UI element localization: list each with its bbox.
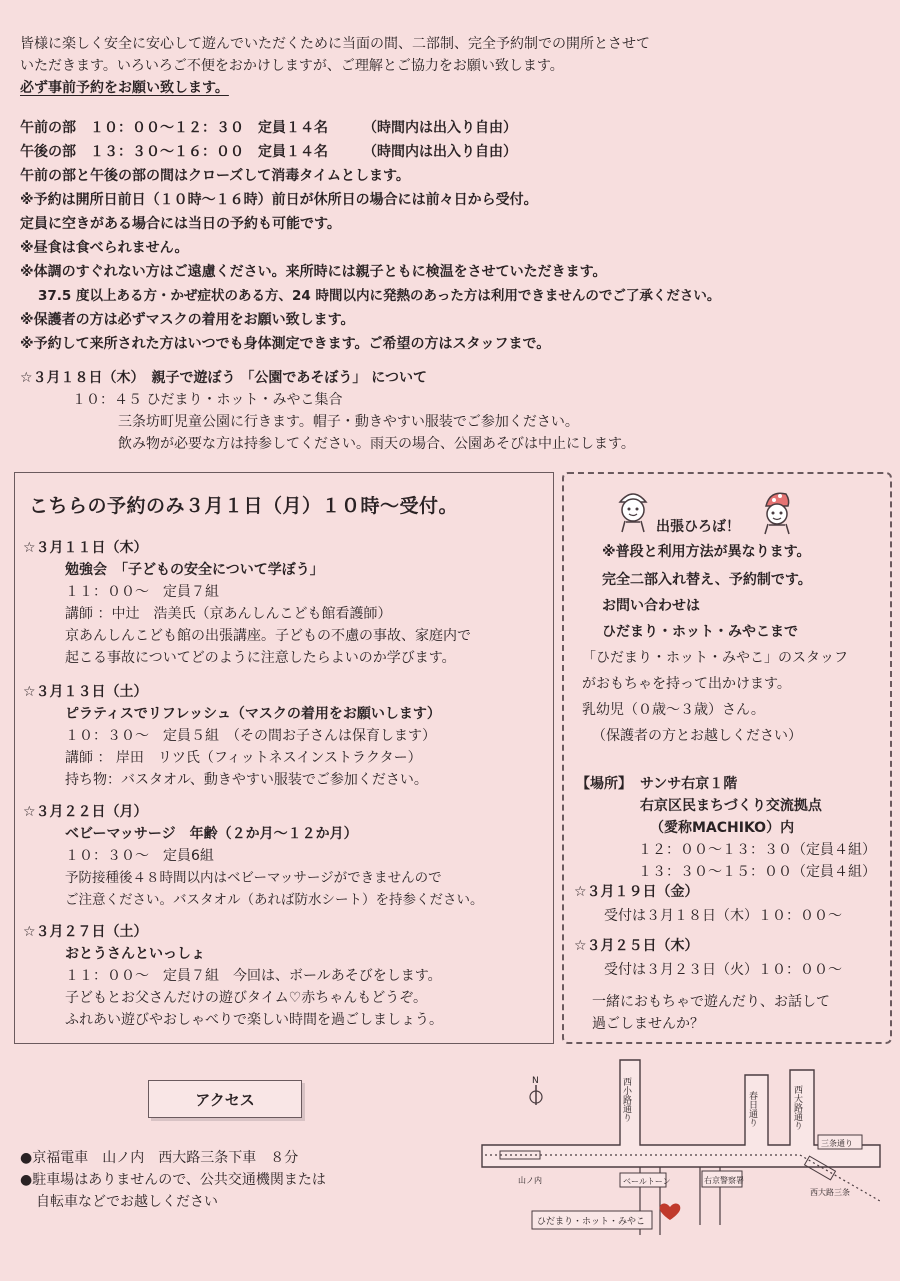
note: ※保護者の方は必ずマスクの着用をお願い致します。 [20,312,355,328]
access-line: 自転車などでお越しください [36,1194,218,1210]
place-name: 右京区民まちづくり交流拠点 [640,798,822,814]
time-slot: １２：００～１３：３０（定員４組） [638,842,876,858]
outreach-line: ※普段と利用方法が異なります。 [602,544,811,560]
outreach-date: ☆３月１９日（金） [574,884,699,900]
place-label: 【場所】 [576,776,632,792]
session-pm: 午後の部 １３：３０～１６：００ 定員１４名 （時間内は出入り自由） [20,144,517,160]
access-heading [148,1080,302,1118]
event-line: 講師 ：中辻 浩美氏（京あんしんこども館看護師） [65,606,392,622]
park-event-line: 三条坊町児童公園に行きます。帽子・動きやすい服装でご参加ください。 [118,414,579,430]
outreach-line: （保護者の方とお越しください） [592,728,802,744]
note: ※予約して来所された方はいつでも身体測定できます。ご希望の方はスタッフまで。 [20,336,551,352]
outreach-reception: 受付は３月２３日（火）１０：００～ [604,962,842,978]
event-line: 講師 ： 岸田 リツ氏（フィットネスインストラクター） [65,750,422,766]
event-date: ☆３月２２日（月） [23,804,148,820]
north-label: N [532,1076,539,1086]
note: ※予約は開所日前日（１０時～１６時）前日が休所日の場合には前々日から受付。 [20,192,538,208]
outreach-reception: 受付は３月１８日（木）１０：００～ [604,908,842,924]
station-label: 山ノ内 [518,1176,542,1185]
park-event-title: ☆３月１８日（木） 親子で遊ぼう 「公園であそぼう」 について [20,370,428,386]
event-title: ベビーマッサージ 年齢（２か月～１２か月） [65,826,358,842]
event-line: 起こる事故についてどのように注意したらよいのか学びます。 [65,650,456,666]
station-label: 西大路三条 [810,1188,850,1197]
poi-label: ひだまり・ホット・みやこ [537,1217,646,1227]
place-name: サンサ右京１階 [640,776,738,792]
event-date: ☆３月２７日（土） [23,924,148,940]
outreach-closing: 一緒におもちゃで遊んだり、お話して [592,994,830,1010]
session-am: 午前の部 １０：００～１２：３０ 定員１４名 （時間内は出入り自由） [20,120,517,136]
road-outline [482,1060,880,1167]
event-title: ピラティスでリフレッシュ（マスクの着用をお願いします） [65,706,441,722]
event-line: ご注意ください。バスタオル（あれば防水シート）を持参ください。 [65,892,484,908]
reservation-box [14,472,554,1044]
event-line: １１：００～ 定員７組 今回は、ボールあそびをします。 [65,968,442,984]
note: 37.5 度以上ある方・かぜ症状のある方、24 時間以内に発熱のあった方は利用できませんのでご了承ください。 [38,288,721,304]
poi-label: 右京警察署 [704,1176,744,1185]
mascot-icon [612,486,654,536]
road-label: 三条通り [821,1139,853,1148]
event-date: ☆３月１３日（土） [23,684,148,700]
event-line: 予防接種後４８時間以内はベビーマッサージができませんので [65,870,442,886]
intro-notice: 必ず事前予約をお願い致します。 [20,80,229,96]
event-title: おとうさんといっしょ [65,946,205,962]
note: 定員に空きがある場合には当日の予約も可能です。 [20,216,341,232]
event-line: １０：３０～ 定員6組 [65,848,214,864]
event-block [23,681,441,791]
road-label: 西小路通り [621,1077,631,1122]
north-arrow-icon [530,1076,542,1105]
event-block [23,537,471,669]
note: 午前の部と午後の部の間はクローズして消毒タイムとします。 [20,168,410,184]
poi-label: ベールトーン [623,1177,671,1186]
reservation-headline: こちらの予約のみ３月１日（月）１０時～受付。 [29,495,459,517]
note: ※昼食は食べられません。 [20,240,189,256]
event-line: 持ち物：バスタオル、動きやすい服装でご参加ください。 [65,772,428,788]
access-line: ●京福電車 山ノ内 西大路三条下車 ８分 [20,1150,299,1166]
note: ※体調のすぐれない方はご遠慮ください。来所時には親子ともに検温をさせていただきます。 [20,264,607,280]
outreach-line: がおもちゃを持って出かけます。 [582,676,791,692]
mascot-icon [756,488,798,538]
road-label: 西大路通り [792,1085,802,1130]
outreach-line: 「ひだまり・ホット・みやこ」のスタッフ [582,650,848,666]
outreach-line: 乳幼児（０歳～３歳）さん。 [582,702,765,718]
time-slot: １３：３０～１５：００（定員４組） [638,864,876,880]
event-line: １０：３０～ 定員５組 （その間お子さんは保育します） [65,728,436,744]
outreach-date: ☆３月２５日（木） [574,938,699,954]
park-event-line: 飲み物が必要な方は持参してください。雨天の場合、公園あそびは中止にします。 [118,436,635,452]
intro-line-1: 皆様に楽しく安全に安心して遊んでいただくために当面の間、二部制、完全予約制での開所とさせて [20,36,650,52]
road-label: 春日通り [747,1091,757,1127]
park-event-line: １０：４５ ひだまり・ホット・みやこ集合 [72,392,343,408]
outreach-line: 完全二部入れ替え、予約制です。 [602,572,812,588]
access-line: ●駐車場はありませんので、公共交通機関または [20,1172,326,1188]
outreach-line: お問い合わせは [602,598,700,614]
event-line: 京あんしんこども館の出張講座。子どもの不慮の事故、家庭内で [65,628,471,644]
event-block [23,801,484,911]
outreach-box [562,472,892,1044]
outreach-closing: 過ごしませんか？ [592,1016,704,1032]
event-line: １１：００～ 定員７組 [65,584,219,600]
outreach-line: ひだまり・ホット・みやこまで [602,624,798,640]
access-heading-label: アクセス [195,1090,255,1109]
event-title: 勉強会 「子どもの安全について学ぼう」 [65,562,324,578]
heart-icon [660,1203,681,1220]
outreach-title: 出張ひろば！ [656,519,740,535]
event-line: 子どもとお父さんだけの遊びタイム♡赤ちゃんもどうぞ。 [65,990,427,1006]
event-line: ふれあい遊びやおしゃべりで楽しい時間を過ごしましょう。 [65,1012,443,1028]
access-map [470,1055,890,1270]
event-block [23,921,443,1031]
event-date: ☆３月１１日（木） [23,540,148,556]
intro-line-2: いただきます。いろいろご不便をおかけしますが、ご理解とご協力をお願い致します。 [20,58,564,74]
place-name: （愛称MACHIKO）内 [650,820,795,836]
